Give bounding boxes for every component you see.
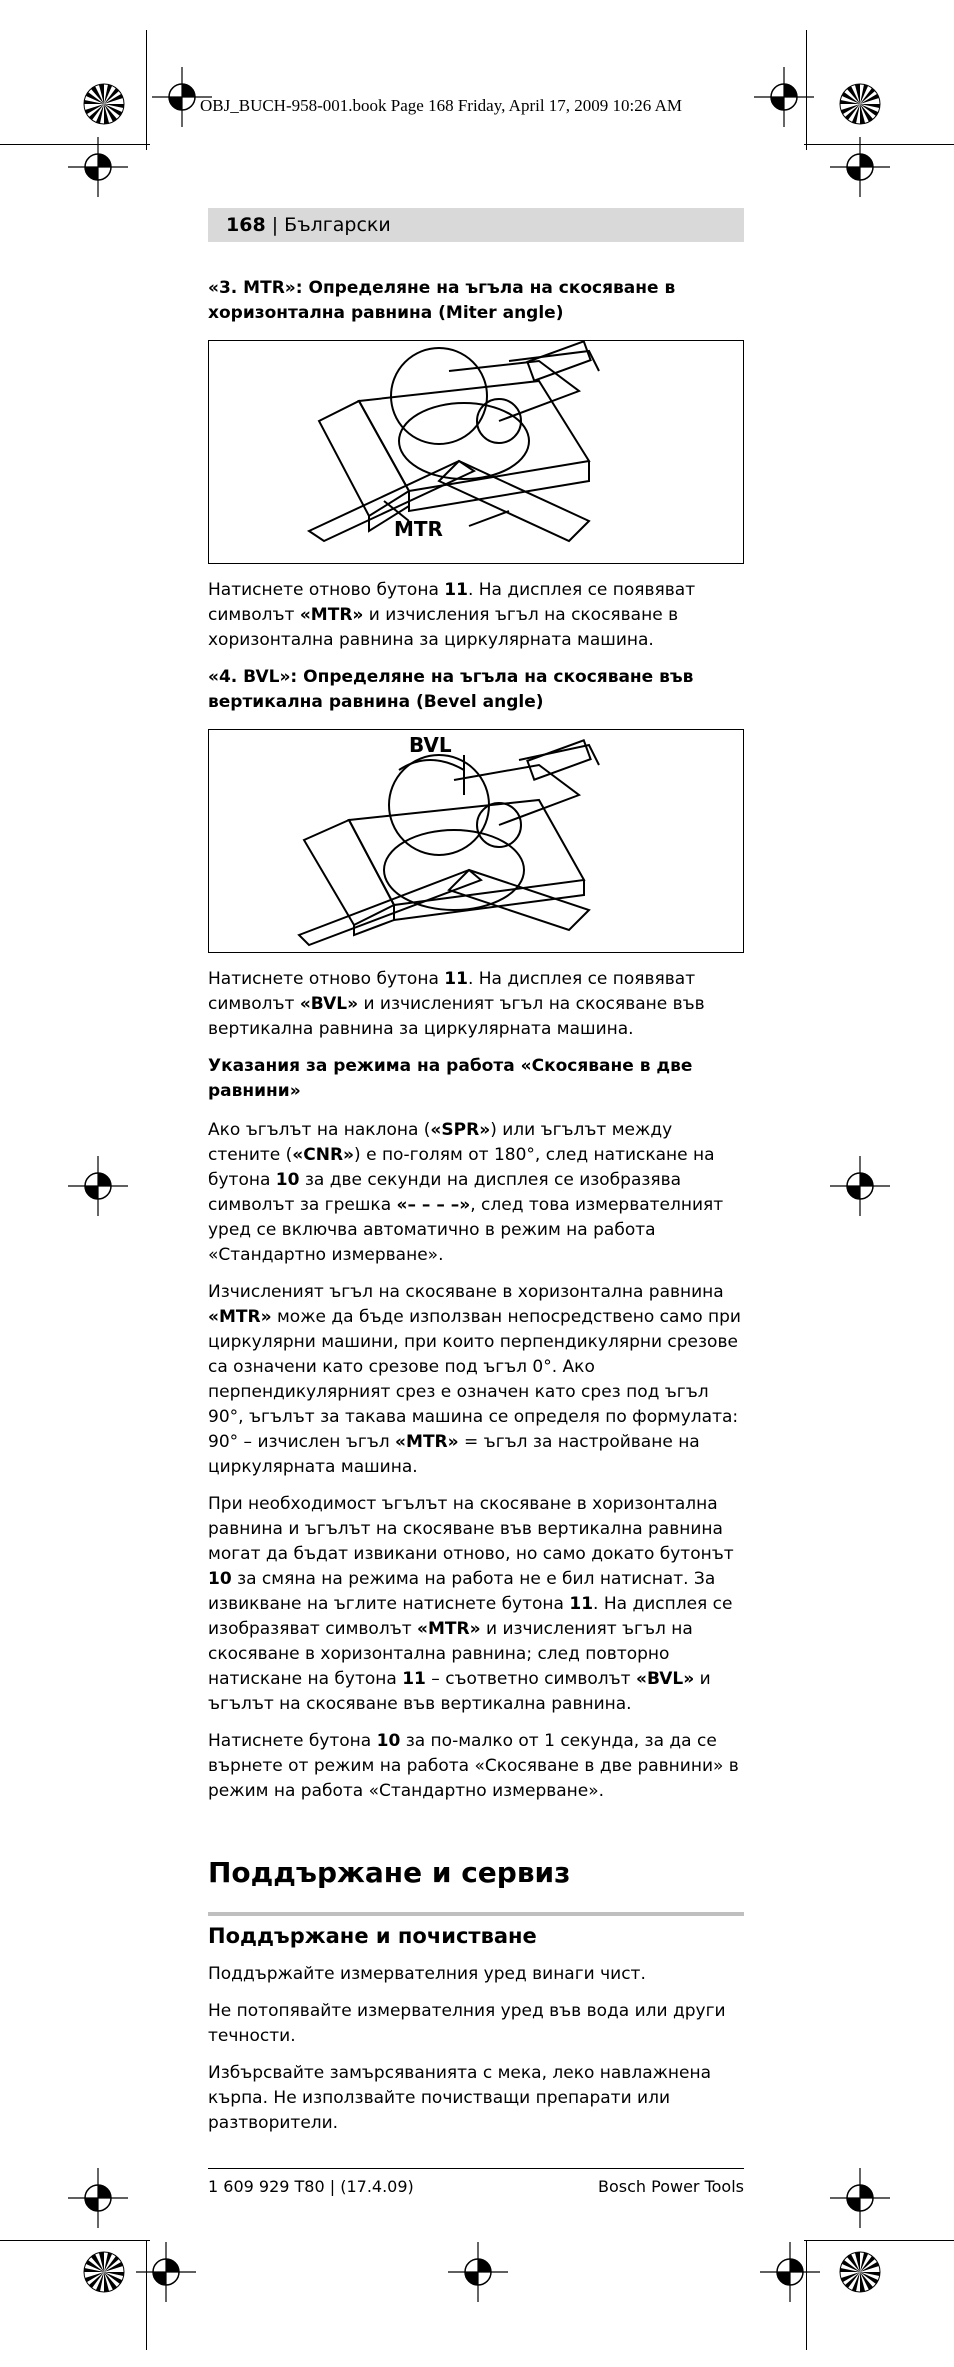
bvl-paragraph: Натиснете отново бутона 11. На дисплея се появяват символът «BVL» и изчисленият ъгъл на скосяване във вертикална равнина за циркулярната машина.	[208, 969, 705, 1039]
mtr-heading: «3. MTR»: Определяне на ъгъла на скосяване в хоризонтална равнина (Miter angle)	[208, 278, 676, 323]
footer-brand: Bosch Power Tools	[598, 2177, 744, 2196]
page-number: 168	[226, 214, 266, 236]
header-separator: |	[271, 214, 279, 236]
notes-paragraph-2: Изчисленият ъгъл на скосяване в хоризонтална равнина «MTR» може да бъде използван непосредствено само при циркулярни машини, при които перпендикулярни срезове са означени като срезове под ъгъл 0°. Ако перпендикулярният срез е означен като срез под ъгъл 90°, ъгълът за такава машина се определя по формулата: 90° – изчислен ъгъл «MTR» = ъгъл за настройване на циркулярната машина.	[208, 1282, 741, 1477]
maintenance-subtitle: Поддържане и почистване	[208, 1924, 537, 1948]
page-footer	[208, 2168, 744, 2196]
mtr-paragraph: Натиснете отново бутона 11. На дисплея се появяват символът «MTR» и изчисления ъгъл на скосяване в хоризонтална равнина за циркулярната машина.	[208, 580, 696, 650]
page-content	[208, 276, 744, 2148]
bevel-saw-illustration	[209, 730, 743, 952]
bvl-figure-label: BVL	[409, 733, 452, 757]
bvl-heading: «4. BVL»: Определяне на ъгъла на скосяване във вертикална равнина (Bevel angle)	[208, 667, 694, 712]
mtr-figure	[208, 340, 744, 564]
maintenance-paragraph-2: Не потопявайте измервателния уред във вода или други течности.	[208, 2001, 726, 2046]
notes-paragraph-1: Ако ъгълът на наклона («SPR») или ъгълът между стените («CNR») е по-голям от 180°, след натискане на бутона 10 за две секунди на дисплея се изобразява символът за грешка «– – – –», след това измервателният уред се включва автоматично в режим на работа «Стандартно измерване».	[208, 1120, 724, 1265]
notes-paragraph-4: Натиснете бутона 10 за по-малко от 1 секунда, за да се върнете от режим на работа «Скосяване в две равнини» в режим на работа «Стандартно измерване».	[208, 1731, 739, 1801]
mtr-figure-label: MTR	[394, 517, 443, 541]
maintenance-title: Поддържане и сервиз	[208, 1856, 571, 1889]
notes-paragraph-3: При необходимост ъгълът на скосяване в хоризонтална равнина и ъгълът на скосяване във вертикална равнина могат да бъдат извикани отново, но само докато бутонът 10 за смяна на режима на работа не е бил натиснат. За извикване на ъглите натиснете бутона 11. На дисплея се изобразяват символът «MTR» и изчисленият ъгъл на скосяване в хоризонтална равнина; след повторно натискане на бутона 11 – съответно символът «BVL» и ъгълът на скосяване във вертикална равнина.	[208, 1494, 734, 1714]
bvl-figure	[208, 729, 744, 953]
header-language: Български	[284, 214, 391, 236]
subtitle-rule	[208, 1912, 744, 1916]
maintenance-paragraph-1: Поддържайте измервателния уред винаги чист.	[208, 1964, 646, 1984]
footer-code: 1 609 929 T80 | (17.4.09)	[208, 2177, 414, 2196]
book-line: OBJ_BUCH-958-001.book Page 168 Friday, April 17, 2009 10:26 AM	[200, 96, 682, 115]
page-header	[208, 208, 744, 242]
miter-saw-illustration	[209, 341, 743, 563]
maintenance-paragraph-3: Избърсвайте замърсяванията с мека, леко навлажнена кърпа. Не използвайте почистващи препарати или разтворители.	[208, 2063, 712, 2133]
notes-heading: Указания за режима на работа «Скосяване в две равнини»	[208, 1056, 693, 1101]
